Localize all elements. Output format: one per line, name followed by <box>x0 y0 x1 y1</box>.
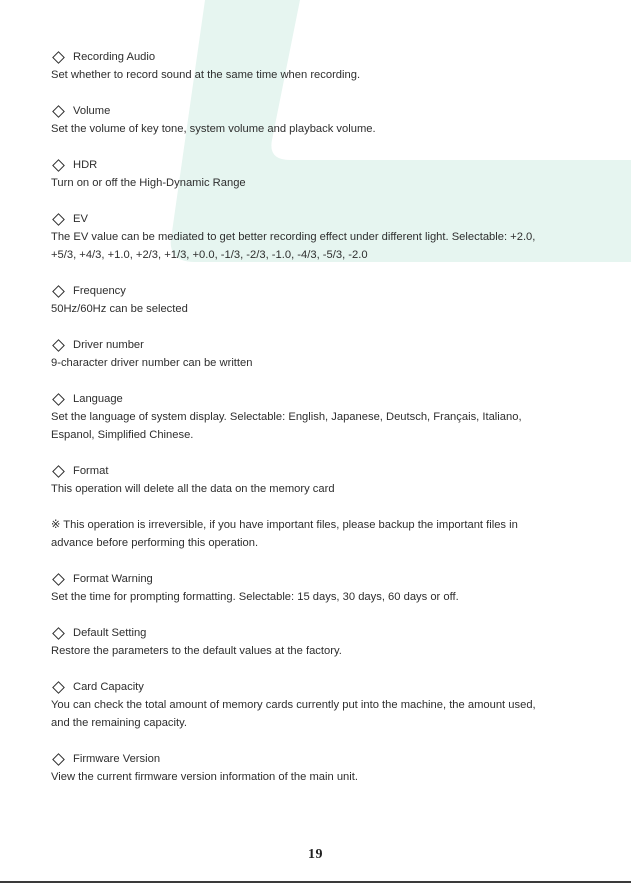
section-title-text: HDR <box>73 159 98 171</box>
section-title <box>51 750 591 768</box>
section-title-text: Volume <box>73 105 111 117</box>
section-description <box>51 642 591 660</box>
section-title <box>51 48 591 66</box>
settings-section <box>51 48 591 84</box>
settings-section <box>51 462 591 498</box>
description-line: You can check the total amount of memory cards currently put into the machine, the amount used, <box>51 699 536 711</box>
section-description <box>51 768 591 786</box>
section-title-text: EV <box>73 213 88 225</box>
section-description <box>51 66 591 84</box>
section-description <box>51 300 591 318</box>
description-line: Set the volume of key tone, system volume and playback volume. <box>51 123 376 135</box>
diamond-bullet-icon <box>52 681 65 694</box>
settings-list <box>51 48 591 786</box>
settings-section <box>51 210 591 264</box>
diamond-bullet-icon <box>52 213 65 226</box>
diamond-bullet-icon <box>52 285 65 298</box>
section-title-text: Driver number <box>73 339 144 351</box>
diamond-bullet-icon <box>52 465 65 478</box>
settings-section <box>51 336 591 372</box>
diamond-bullet-icon <box>52 393 65 406</box>
section-title <box>51 462 591 480</box>
section-title <box>51 624 591 642</box>
section-description <box>51 588 591 606</box>
section-title <box>51 678 591 696</box>
description-line: ※ This operation is irreversible, if you have important files, please backup the important files in <box>51 519 518 531</box>
description-line: Set the language of system display. Selectable: English, Japanese, Deutsch, Français, Italiano, <box>51 411 522 423</box>
section-description <box>51 480 591 498</box>
section-title-text: Format <box>73 465 109 477</box>
description-line: 9-character driver number can be written <box>51 357 253 369</box>
section-title <box>51 156 591 174</box>
section-title-text: Firmware Version <box>73 753 161 765</box>
description-line: Restore the parameters to the default values at the factory. <box>51 645 342 657</box>
diamond-bullet-icon <box>52 159 65 172</box>
diamond-bullet-icon <box>52 627 65 640</box>
description-line: advance before performing this operation. <box>51 537 259 549</box>
description-line: Turn on or off the High-Dynamic Range <box>51 177 246 189</box>
diamond-bullet-icon <box>52 753 65 766</box>
section-title <box>51 102 591 120</box>
page-number: 19 <box>308 847 323 862</box>
settings-section <box>51 624 591 660</box>
section-title-text: Default Setting <box>73 627 147 639</box>
section-title <box>51 282 591 300</box>
section-description <box>51 354 591 372</box>
section-title <box>51 336 591 354</box>
description-line: Set the time for prompting formatting. Selectable: 15 days, 30 days, 60 days or off. <box>51 591 459 603</box>
settings-section <box>51 282 591 318</box>
description-line: Espanol, Simplified Chinese. <box>51 429 194 441</box>
settings-section <box>51 570 591 606</box>
settings-section <box>51 102 591 138</box>
settings-section <box>51 678 591 732</box>
section-description <box>51 174 591 192</box>
section-title-text: Card Capacity <box>73 681 144 693</box>
description-line: +5/3, +4/3, +1.0, +2/3, +1/3, +0.0, -1/3, -2/3, -1.0, -4/3, -5/3, -2.0 <box>51 249 368 261</box>
settings-section <box>51 156 591 192</box>
diamond-bullet-icon <box>52 105 65 118</box>
description-line: Set whether to record sound at the same time when recording. <box>51 69 361 81</box>
section-description <box>51 228 591 264</box>
section-description <box>51 696 591 732</box>
diamond-bullet-icon <box>52 339 65 352</box>
description-line: View the current firmware version information of the main unit. <box>51 771 358 783</box>
diamond-bullet-icon <box>52 573 65 586</box>
section-title-text: Format Warning <box>73 573 153 585</box>
settings-section <box>51 390 591 444</box>
section-description <box>51 516 591 552</box>
settings-section <box>51 516 591 552</box>
section-title <box>51 570 591 588</box>
settings-section <box>51 750 591 786</box>
section-title <box>51 390 591 408</box>
section-description <box>51 120 591 138</box>
section-title-text: Frequency <box>73 285 126 297</box>
section-title-text: Language <box>73 393 123 405</box>
diamond-bullet-icon <box>52 51 65 64</box>
section-description <box>51 408 591 444</box>
section-title <box>51 210 591 228</box>
description-line: 50Hz/60Hz can be selected <box>51 303 188 315</box>
description-line: and the remaining capacity. <box>51 717 187 729</box>
section-title-text: Recording Audio <box>73 51 156 63</box>
description-line: The EV value can be mediated to get better recording effect under different light. Selectable: +2.0, <box>51 231 536 243</box>
description-line: This operation will delete all the data on the memory card <box>51 483 335 495</box>
